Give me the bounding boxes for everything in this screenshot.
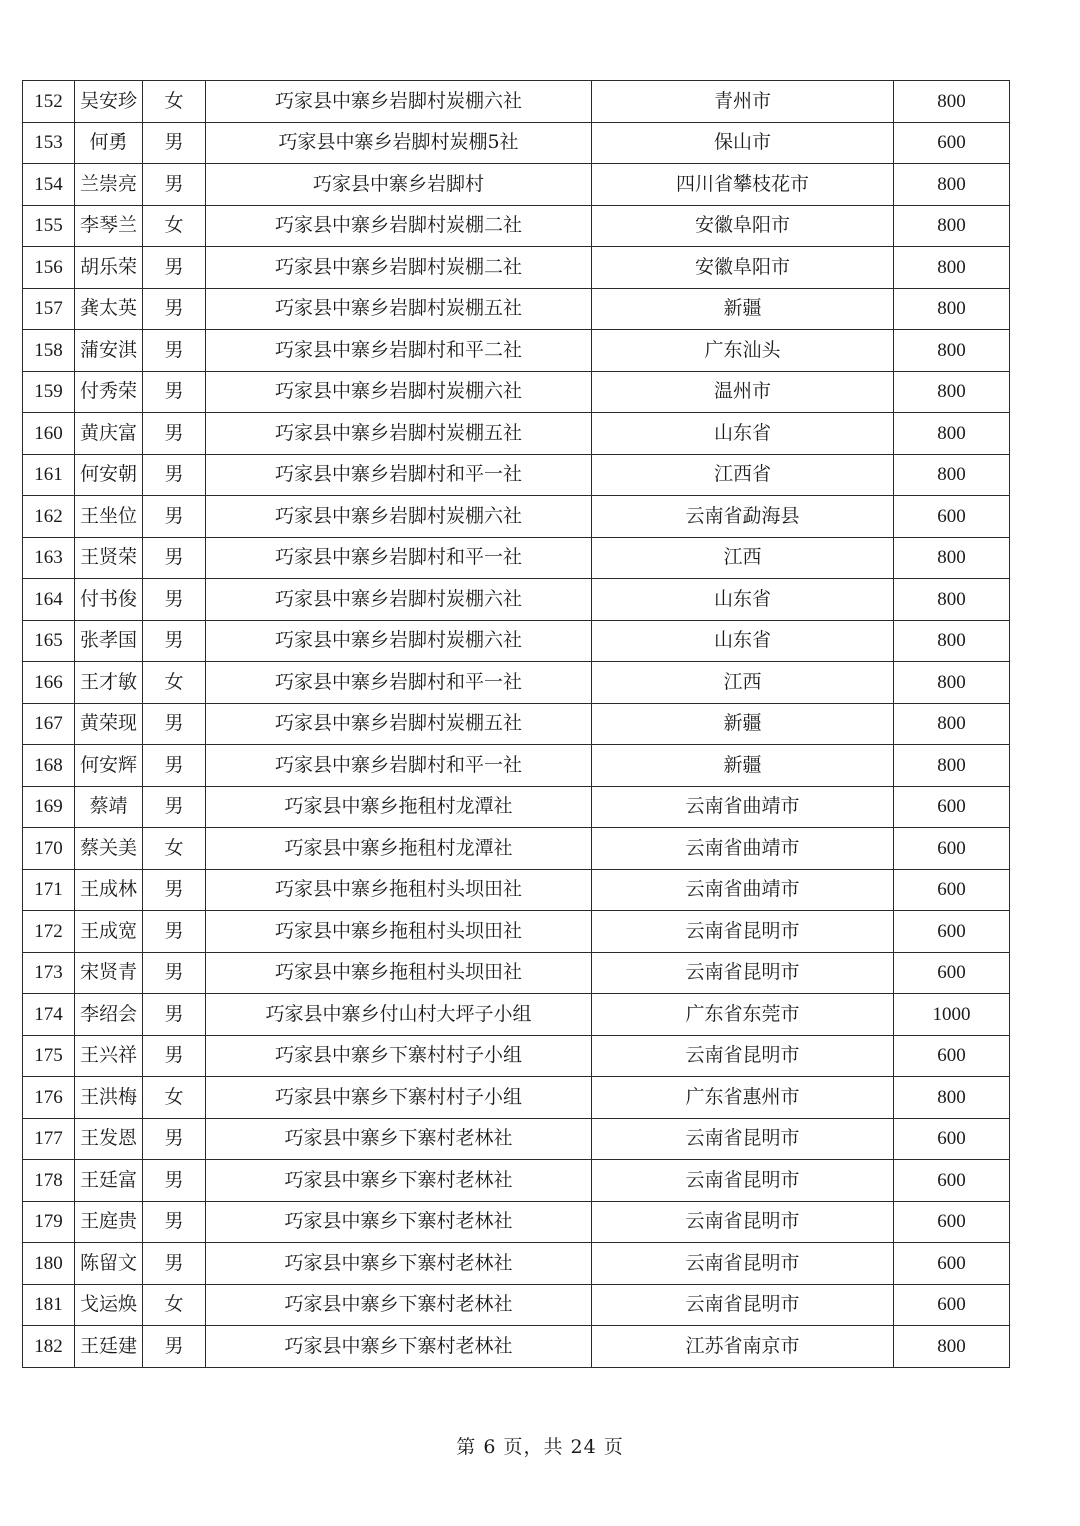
address-cell: 巧家县中寨乡下寨村老林社 bbox=[206, 1284, 592, 1326]
destination-cell: 江西 bbox=[592, 662, 894, 704]
table-row bbox=[23, 1326, 1010, 1368]
address-cell: 巧家县中寨乡岩脚村和平一社 bbox=[206, 745, 592, 787]
destination-cell: 新疆 bbox=[592, 288, 894, 330]
amount-cell: 600 bbox=[894, 1243, 1010, 1285]
name-cell: 何安辉 bbox=[75, 745, 143, 787]
amount-cell: 800 bbox=[894, 205, 1010, 247]
name-cell: 王贤荣 bbox=[75, 537, 143, 579]
address-cell: 巧家县中寨乡拖租村头坝田社 bbox=[206, 952, 592, 994]
name-cell: 蔡关美 bbox=[75, 828, 143, 870]
table-row bbox=[23, 164, 1010, 206]
table-row bbox=[23, 1243, 1010, 1285]
address-cell: 巧家县中寨乡拖租村龙潭社 bbox=[206, 828, 592, 870]
destination-cell: 云南省曲靖市 bbox=[592, 869, 894, 911]
gender-cell: 男 bbox=[143, 496, 206, 538]
name-cell: 何勇 bbox=[75, 122, 143, 164]
destination-cell: 云南省昆明市 bbox=[592, 1118, 894, 1160]
amount-cell: 800 bbox=[894, 413, 1010, 455]
name-cell: 王廷建 bbox=[75, 1326, 143, 1368]
table-row bbox=[23, 122, 1010, 164]
name-cell: 王发恩 bbox=[75, 1118, 143, 1160]
gender-cell: 男 bbox=[143, 1160, 206, 1202]
destination-cell: 温州市 bbox=[592, 371, 894, 413]
table-row bbox=[23, 911, 1010, 953]
table-row bbox=[23, 703, 1010, 745]
table-row bbox=[23, 1160, 1010, 1202]
gender-cell: 男 bbox=[143, 1118, 206, 1160]
table-row bbox=[23, 81, 1010, 123]
gender-cell: 男 bbox=[143, 1035, 206, 1077]
gender-cell: 男 bbox=[143, 1326, 206, 1368]
amount-cell: 800 bbox=[894, 371, 1010, 413]
name-cell: 王成林 bbox=[75, 869, 143, 911]
name-cell: 李琴兰 bbox=[75, 205, 143, 247]
gender-cell: 女 bbox=[143, 1077, 206, 1119]
address-cell: 巧家县中寨乡岩脚村炭棚二社 bbox=[206, 205, 592, 247]
destination-cell: 云南省曲靖市 bbox=[592, 786, 894, 828]
row-number-cell: 175 bbox=[23, 1035, 75, 1077]
table-row bbox=[23, 537, 1010, 579]
destination-cell: 青州市 bbox=[592, 81, 894, 123]
amount-cell: 800 bbox=[894, 662, 1010, 704]
destination-cell: 云南省昆明市 bbox=[592, 911, 894, 953]
destination-cell: 四川省攀枝花市 bbox=[592, 164, 894, 206]
row-number-cell: 182 bbox=[23, 1326, 75, 1368]
address-cell: 巧家县中寨乡岩脚村炭棚六社 bbox=[206, 579, 592, 621]
row-number-cell: 171 bbox=[23, 869, 75, 911]
gender-cell: 男 bbox=[143, 620, 206, 662]
row-number-cell: 154 bbox=[23, 164, 75, 206]
address-cell: 巧家县中寨乡下寨村老林社 bbox=[206, 1160, 592, 1202]
amount-cell: 600 bbox=[894, 1035, 1010, 1077]
table-row bbox=[23, 869, 1010, 911]
name-cell: 付书俊 bbox=[75, 579, 143, 621]
row-number-cell: 170 bbox=[23, 828, 75, 870]
amount-cell: 800 bbox=[894, 745, 1010, 787]
destination-cell: 云南省昆明市 bbox=[592, 1284, 894, 1326]
address-cell: 巧家县中寨乡岩脚村炭棚五社 bbox=[206, 703, 592, 745]
table-row bbox=[23, 496, 1010, 538]
amount-cell: 800 bbox=[894, 620, 1010, 662]
name-cell: 黄荣现 bbox=[75, 703, 143, 745]
row-number-cell: 163 bbox=[23, 537, 75, 579]
name-cell: 戈运焕 bbox=[75, 1284, 143, 1326]
address-cell: 巧家县中寨乡拖租村龙潭社 bbox=[206, 786, 592, 828]
amount-cell: 600 bbox=[894, 122, 1010, 164]
name-cell: 王才敏 bbox=[75, 662, 143, 704]
amount-cell: 800 bbox=[894, 454, 1010, 496]
row-number-cell: 174 bbox=[23, 994, 75, 1036]
amount-cell: 600 bbox=[894, 1160, 1010, 1202]
row-number-cell: 178 bbox=[23, 1160, 75, 1202]
gender-cell: 男 bbox=[143, 413, 206, 455]
name-cell: 王洪梅 bbox=[75, 1077, 143, 1119]
destination-cell: 云南省昆明市 bbox=[592, 1243, 894, 1285]
row-number-cell: 161 bbox=[23, 454, 75, 496]
address-cell: 巧家县中寨乡岩脚村炭棚五社 bbox=[206, 288, 592, 330]
table-row bbox=[23, 1035, 1010, 1077]
destination-cell: 云南省勐海县 bbox=[592, 496, 894, 538]
amount-cell: 800 bbox=[894, 703, 1010, 745]
destination-cell: 云南省曲靖市 bbox=[592, 828, 894, 870]
row-number-cell: 176 bbox=[23, 1077, 75, 1119]
gender-cell: 女 bbox=[143, 828, 206, 870]
address-cell: 巧家县中寨乡岩脚村和平一社 bbox=[206, 454, 592, 496]
address-cell: 巧家县中寨乡岩脚村炭棚六社 bbox=[206, 81, 592, 123]
table-row bbox=[23, 579, 1010, 621]
gender-cell: 男 bbox=[143, 371, 206, 413]
name-cell: 王坐位 bbox=[75, 496, 143, 538]
destination-cell: 安徽阜阳市 bbox=[592, 205, 894, 247]
destination-cell: 山东省 bbox=[592, 413, 894, 455]
destination-cell: 山东省 bbox=[592, 579, 894, 621]
gender-cell: 男 bbox=[143, 454, 206, 496]
gender-cell: 男 bbox=[143, 994, 206, 1036]
amount-cell: 800 bbox=[894, 1326, 1010, 1368]
amount-cell: 600 bbox=[894, 1284, 1010, 1326]
row-number-cell: 173 bbox=[23, 952, 75, 994]
amount-cell: 600 bbox=[894, 1201, 1010, 1243]
table-row bbox=[23, 1077, 1010, 1119]
amount-cell: 600 bbox=[894, 786, 1010, 828]
name-cell: 蒲安淇 bbox=[75, 330, 143, 372]
address-cell: 巧家县中寨乡下寨村老林社 bbox=[206, 1118, 592, 1160]
row-number-cell: 177 bbox=[23, 1118, 75, 1160]
page-footer: 第 6 页，共 24 页 bbox=[456, 1436, 624, 1458]
table-row bbox=[23, 1201, 1010, 1243]
row-number-cell: 153 bbox=[23, 122, 75, 164]
destination-cell: 保山市 bbox=[592, 122, 894, 164]
table-row bbox=[23, 454, 1010, 496]
gender-cell: 男 bbox=[143, 1201, 206, 1243]
amount-cell: 800 bbox=[894, 81, 1010, 123]
address-cell: 巧家县中寨乡拖租村头坝田社 bbox=[206, 911, 592, 953]
name-cell: 陈留文 bbox=[75, 1243, 143, 1285]
table-row bbox=[23, 330, 1010, 372]
table-row bbox=[23, 745, 1010, 787]
table-row bbox=[23, 620, 1010, 662]
amount-cell: 600 bbox=[894, 869, 1010, 911]
table-body bbox=[23, 81, 1010, 1368]
destination-cell: 广东汕头 bbox=[592, 330, 894, 372]
gender-cell: 女 bbox=[143, 205, 206, 247]
name-cell: 王庭贵 bbox=[75, 1201, 143, 1243]
gender-cell: 男 bbox=[143, 579, 206, 621]
gender-cell: 女 bbox=[143, 1284, 206, 1326]
gender-cell: 男 bbox=[143, 247, 206, 289]
table-row bbox=[23, 288, 1010, 330]
gender-cell: 男 bbox=[143, 911, 206, 953]
amount-cell: 800 bbox=[894, 579, 1010, 621]
name-cell: 何安朝 bbox=[75, 454, 143, 496]
amount-cell: 600 bbox=[894, 911, 1010, 953]
name-cell: 王兴祥 bbox=[75, 1035, 143, 1077]
table-row bbox=[23, 205, 1010, 247]
row-number-cell: 172 bbox=[23, 911, 75, 953]
gender-cell: 男 bbox=[143, 1243, 206, 1285]
row-number-cell: 169 bbox=[23, 786, 75, 828]
destination-cell: 云南省昆明市 bbox=[592, 1201, 894, 1243]
table-row bbox=[23, 247, 1010, 289]
name-cell: 付秀荣 bbox=[75, 371, 143, 413]
amount-cell: 600 bbox=[894, 828, 1010, 870]
table-row bbox=[23, 413, 1010, 455]
destination-cell: 广东省惠州市 bbox=[592, 1077, 894, 1119]
name-cell: 蔡靖 bbox=[75, 786, 143, 828]
row-number-cell: 162 bbox=[23, 496, 75, 538]
address-cell: 巧家县中寨乡岩脚村炭棚六社 bbox=[206, 496, 592, 538]
destination-cell: 江西省 bbox=[592, 454, 894, 496]
address-cell: 巧家县中寨乡下寨村老林社 bbox=[206, 1243, 592, 1285]
gender-cell: 男 bbox=[143, 952, 206, 994]
name-cell: 兰崇亮 bbox=[75, 164, 143, 206]
row-number-cell: 159 bbox=[23, 371, 75, 413]
gender-cell: 男 bbox=[143, 164, 206, 206]
row-number-cell: 152 bbox=[23, 81, 75, 123]
address-cell: 巧家县中寨乡岩脚村 bbox=[206, 164, 592, 206]
table-row bbox=[23, 952, 1010, 994]
destination-cell: 山东省 bbox=[592, 620, 894, 662]
data-table bbox=[22, 80, 1010, 1368]
row-number-cell: 165 bbox=[23, 620, 75, 662]
gender-cell: 男 bbox=[143, 745, 206, 787]
amount-cell: 800 bbox=[894, 247, 1010, 289]
gender-cell: 男 bbox=[143, 703, 206, 745]
gender-cell: 男 bbox=[143, 537, 206, 579]
address-cell: 巧家县中寨乡付山村大坪子小组 bbox=[206, 994, 592, 1036]
destination-cell: 新疆 bbox=[592, 703, 894, 745]
table-row bbox=[23, 786, 1010, 828]
address-cell: 巧家县中寨乡岩脚村炭棚二社 bbox=[206, 247, 592, 289]
amount-cell: 800 bbox=[894, 164, 1010, 206]
destination-cell: 云南省昆明市 bbox=[592, 1035, 894, 1077]
row-number-cell: 158 bbox=[23, 330, 75, 372]
amount-cell: 600 bbox=[894, 1118, 1010, 1160]
gender-cell: 女 bbox=[143, 662, 206, 704]
name-cell: 胡乐荣 bbox=[75, 247, 143, 289]
row-number-cell: 164 bbox=[23, 579, 75, 621]
destination-cell: 广东省东莞市 bbox=[592, 994, 894, 1036]
address-cell: 巧家县中寨乡下寨村村子小组 bbox=[206, 1077, 592, 1119]
name-cell: 黄庆富 bbox=[75, 413, 143, 455]
amount-cell: 800 bbox=[894, 1077, 1010, 1119]
destination-cell: 新疆 bbox=[592, 745, 894, 787]
gender-cell: 女 bbox=[143, 81, 206, 123]
table-row bbox=[23, 662, 1010, 704]
name-cell: 宋贤青 bbox=[75, 952, 143, 994]
amount-cell: 600 bbox=[894, 952, 1010, 994]
destination-cell: 云南省昆明市 bbox=[592, 952, 894, 994]
address-cell: 巧家县中寨乡岩脚村炭棚五社 bbox=[206, 413, 592, 455]
row-number-cell: 180 bbox=[23, 1243, 75, 1285]
address-cell: 巧家县中寨乡下寨村村子小组 bbox=[206, 1035, 592, 1077]
row-number-cell: 179 bbox=[23, 1201, 75, 1243]
row-number-cell: 167 bbox=[23, 703, 75, 745]
amount-cell: 800 bbox=[894, 537, 1010, 579]
address-cell: 巧家县中寨乡岩脚村炭棚六社 bbox=[206, 371, 592, 413]
gender-cell: 男 bbox=[143, 330, 206, 372]
name-cell: 王廷富 bbox=[75, 1160, 143, 1202]
gender-cell: 男 bbox=[143, 288, 206, 330]
gender-cell: 男 bbox=[143, 786, 206, 828]
name-cell: 王成宽 bbox=[75, 911, 143, 953]
table-row bbox=[23, 371, 1010, 413]
row-number-cell: 157 bbox=[23, 288, 75, 330]
address-cell: 巧家县中寨乡岩脚村和平二社 bbox=[206, 330, 592, 372]
amount-cell: 600 bbox=[894, 496, 1010, 538]
row-number-cell: 155 bbox=[23, 205, 75, 247]
address-cell: 巧家县中寨乡岩脚村炭棚5社 bbox=[206, 122, 592, 164]
destination-cell: 安徽阜阳市 bbox=[592, 247, 894, 289]
gender-cell: 男 bbox=[143, 869, 206, 911]
row-number-cell: 168 bbox=[23, 745, 75, 787]
row-number-cell: 156 bbox=[23, 247, 75, 289]
name-cell: 张孝国 bbox=[75, 620, 143, 662]
address-cell: 巧家县中寨乡岩脚村和平一社 bbox=[206, 662, 592, 704]
address-cell: 巧家县中寨乡岩脚村炭棚六社 bbox=[206, 620, 592, 662]
amount-cell: 800 bbox=[894, 288, 1010, 330]
row-number-cell: 160 bbox=[23, 413, 75, 455]
table-row bbox=[23, 994, 1010, 1036]
address-cell: 巧家县中寨乡岩脚村和平一社 bbox=[206, 537, 592, 579]
gender-cell: 男 bbox=[143, 122, 206, 164]
name-cell: 龚太英 bbox=[75, 288, 143, 330]
destination-cell: 江苏省南京市 bbox=[592, 1326, 894, 1368]
amount-cell: 800 bbox=[894, 330, 1010, 372]
destination-cell: 江西 bbox=[592, 537, 894, 579]
destination-cell: 云南省昆明市 bbox=[592, 1160, 894, 1202]
table-row bbox=[23, 1118, 1010, 1160]
name-cell: 吴安珍 bbox=[75, 81, 143, 123]
amount-cell: 1000 bbox=[894, 994, 1010, 1036]
row-number-cell: 166 bbox=[23, 662, 75, 704]
address-cell: 巧家县中寨乡下寨村老林社 bbox=[206, 1326, 592, 1368]
name-cell: 李绍会 bbox=[75, 994, 143, 1036]
row-number-cell: 181 bbox=[23, 1284, 75, 1326]
address-cell: 巧家县中寨乡下寨村老林社 bbox=[206, 1201, 592, 1243]
table-row bbox=[23, 828, 1010, 870]
table-row bbox=[23, 1284, 1010, 1326]
address-cell: 巧家县中寨乡拖租村头坝田社 bbox=[206, 869, 592, 911]
